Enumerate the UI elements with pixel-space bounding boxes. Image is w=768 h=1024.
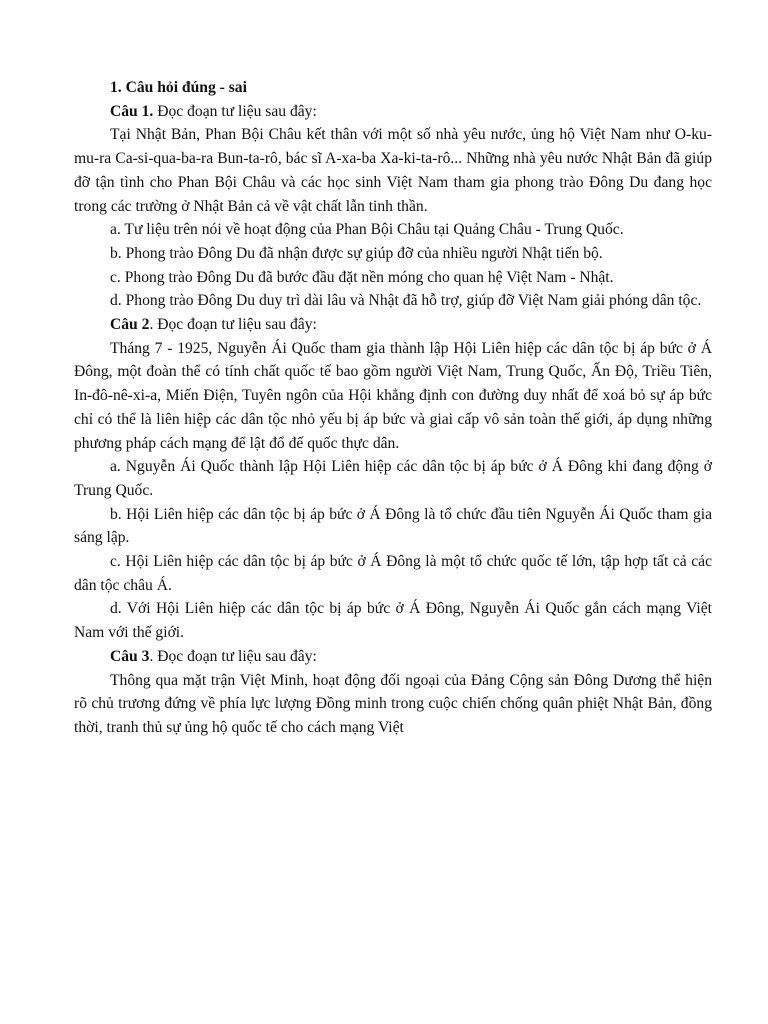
question-1-label: Câu 1. [110,102,154,120]
question-1-option-c: c. Phong trào Đông Du đã bước đầu đặt nền móng cho quan hệ Việt Nam - Nhật. [110,268,614,286]
question-1-option-d: d. Phong trào Đông Du duy trì dài lâu và Nhật đã hỗ trợ, giúp đỡ Việt Nam giải phóng dân tộc. [110,292,702,310]
question-2-option-b: b. Hội Liên hiệp các dân tộc bị áp bức ở Á Đông là tổ chức đầu tiên Nguyễn Ái Quốc tham gia sáng lập. [74,505,712,547]
section-heading: 1. Câu hỏi đúng - sai [110,79,247,96]
question-1-option-b: b. Phong trào Đông Du đã nhận được sự giúp đỡ của nhiều người Nhật tiến bộ. [110,244,603,262]
question-3-header [74,645,712,669]
question-1-passage: Tại Nhật Bản, Phan Bội Châu kết thân với một số nhà yêu nước, ủng hộ Việt Nam như O-ku-mu-ra Ca-si-qua-ba-ra Bun-ta-rô, bác sĩ A-xa-ba Xa-ki-ta-rô... Những nhà yêu nước Nhật Bản đã giúp đỡ tận tình cho Phan Bội Châu và các học sinh Việt Nam tham gia phong trào Đông Du đang học trong các trường ở Nhật Bản cả về vật chất lẫn tinh thần. [74,126,712,215]
question-1-prompt: Đọc đoạn tư liệu sau đây: [153,102,317,120]
question-3-prompt: . Đọc đoạn tư liệu sau đây: [149,647,317,665]
question-1-header [74,100,712,124]
question-2-passage: Tháng 7 - 1925, Nguyễn Ái Quốc tham gia thành lập Hội Liên hiệp các dân tộc bị áp bức ở Á Đông, một đoàn thể có tính chất quốc tế bao gồm người Việt Nam, Trung Quốc, Ấn Độ, Triều Tiên, In-đô-nê-xi-a, Miến Điện, Tuyên ngôn của Hội khẳng định con đường duy nhất để xoá bỏ sự áp bức chỉ có thể là liên hiệp các dân tộc nhỏ yếu bị áp bức và giai cấp vô sản toàn thế giới, áp dụng những phương pháp cách mạng để lật đổ đế quốc thực dân. [74,339,712,452]
question-3-passage: Thông qua mặt trận Việt Minh, hoạt động đối ngoại của Đảng Cộng sản Đông Dương thể hiện rõ chủ trương đứng về phía lực lượng Đồng minh trong cuộc chiến chống quân phiệt Nhật Bản, đồng thời, tranh thủ sự ủng hộ quốc tế cho cách mạng Việt [74,671,712,736]
question-2-option-a: a. Nguyễn Ái Quốc thành lập Hội Liên hiệp các dân tộc bị áp bức ở Á Đông khi đang động ở Trung Quốc. [74,458,712,499]
question-2-option-c: c. Hội Liên hiệp các dân tộc bị áp bức ở Á Đông là một tổ chức quốc tế lớn, tập hợp tất cả các dân tộc châu Á. [74,553,712,594]
question-2-option-d: d. Với Hội Liên hiệp các dân tộc bị áp bức ở Á Đông, Nguyễn Ái Quốc gắn cách mạng Việt Nam với thế giới. [74,600,712,642]
question-2-prompt: . Đọc đoạn tư liệu sau đây: [149,316,317,334]
question-1-option-a: a. Tư liệu trên nói về hoạt động của Phan Bội Châu tại Quảng Châu - Trung Quốc. [110,221,624,239]
question-2-label: Câu 2 [110,316,150,334]
question-2-header [74,313,712,337]
question-3-label: Câu 3 [110,647,150,665]
